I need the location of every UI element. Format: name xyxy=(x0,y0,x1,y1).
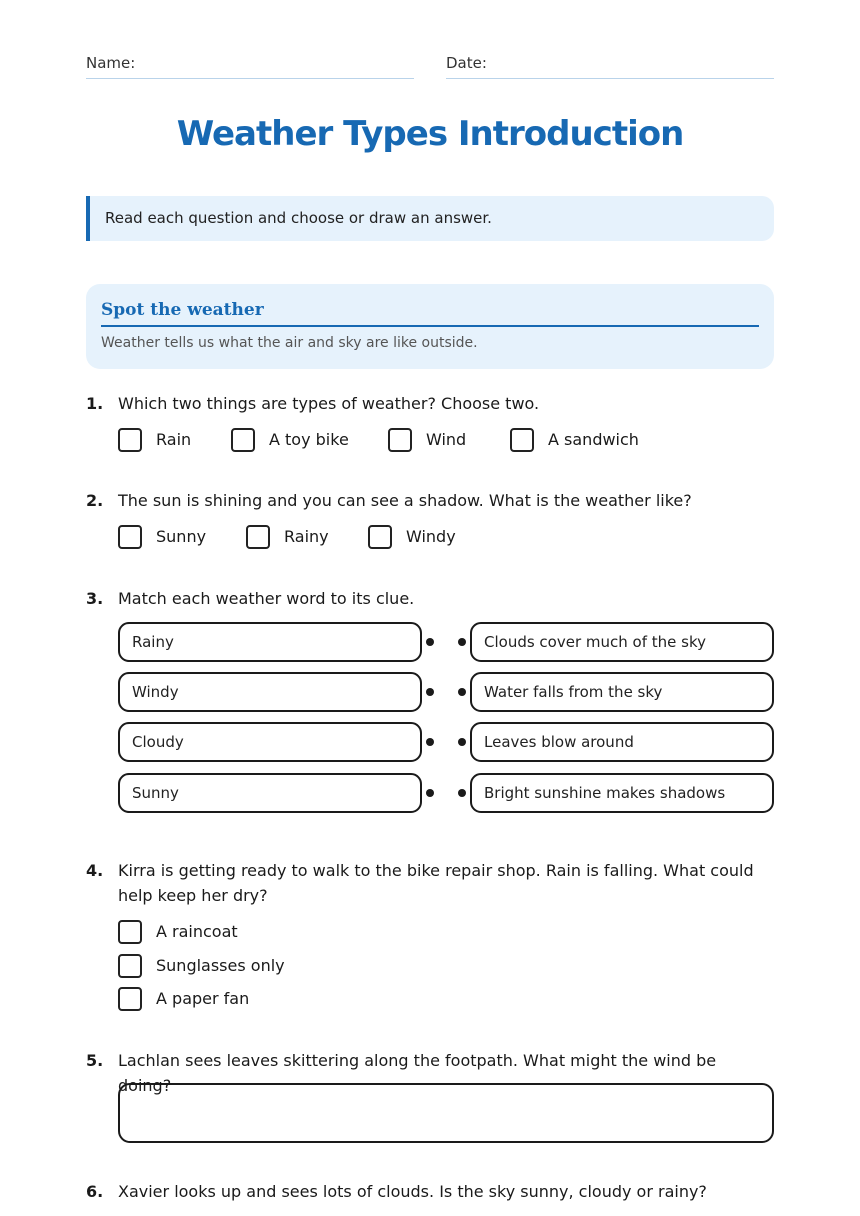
question-number: 5. xyxy=(86,1051,104,1070)
question-text: Xavier looks up and sees lots of clouds. Is the sky sunny, cloudy or rainy? xyxy=(118,1182,707,1201)
date-field[interactable] xyxy=(446,54,774,72)
checkbox[interactable] xyxy=(118,954,142,978)
section-box xyxy=(86,284,774,369)
section-heading: Spot the weather xyxy=(101,300,759,327)
name-underline xyxy=(86,78,414,79)
checkbox[interactable] xyxy=(118,525,142,549)
checkbox[interactable] xyxy=(118,920,142,944)
match-word[interactable]: Cloudy xyxy=(118,722,422,762)
checkbox[interactable] xyxy=(368,525,392,549)
question-text: Lachlan sees leaves skittering along the footpath. What might the wind be doing? xyxy=(118,1051,717,1095)
question-number: 3. xyxy=(86,589,104,608)
checkbox[interactable] xyxy=(118,428,142,452)
question-text: Kirra is getting ready to walk to the bike repair shop. Rain is falling. What could help keep her dry? xyxy=(118,861,754,905)
checkbox[interactable] xyxy=(388,428,412,452)
question-number: 4. xyxy=(86,861,104,880)
option-label: Rainy xyxy=(284,527,329,546)
question-text: Which two things are types of weather? Choose two. xyxy=(118,394,540,413)
question-number: 2. xyxy=(86,491,104,510)
checkbox[interactable] xyxy=(118,987,142,1011)
match-word[interactable]: Sunny xyxy=(118,773,422,813)
option-label: A toy bike xyxy=(269,430,349,449)
match-dot-left[interactable] xyxy=(426,688,434,696)
date-underline xyxy=(446,78,774,79)
match-dot-right[interactable] xyxy=(458,688,466,696)
option-label: Wind xyxy=(426,430,467,449)
question-number: 1. xyxy=(86,394,104,413)
checkbox[interactable] xyxy=(510,428,534,452)
name-field[interactable] xyxy=(86,54,414,72)
match-dot-right[interactable] xyxy=(458,738,466,746)
match-clue[interactable]: Clouds cover much of the sky xyxy=(470,622,774,662)
match-clue[interactable]: Bright sunshine makes shadows xyxy=(470,773,774,813)
answer-input-box[interactable] xyxy=(118,1083,774,1143)
match-dot-right[interactable] xyxy=(458,789,466,797)
option-label: A sandwich xyxy=(548,430,639,449)
question-number: 6. xyxy=(86,1182,104,1201)
question-text: The sun is shining and you can see a shadow. What is the weather like? xyxy=(118,491,692,510)
option-label: Sunny xyxy=(156,527,207,546)
page-title: Weather Types Introduction xyxy=(176,114,684,154)
instructions-box: Read each question and choose or draw an answer. xyxy=(86,196,774,241)
match-clue[interactable]: Leaves blow around xyxy=(470,722,774,762)
match-word[interactable]: Rainy xyxy=(118,622,422,662)
match-clue[interactable]: Water falls from the sky xyxy=(470,672,774,712)
match-dot-right[interactable] xyxy=(458,638,466,646)
option-label: Windy xyxy=(406,527,456,546)
option-label: A raincoat xyxy=(156,922,238,941)
option-label: A paper fan xyxy=(156,989,250,1008)
match-dot-left[interactable] xyxy=(426,738,434,746)
match-dot-left[interactable] xyxy=(426,638,434,646)
section-description: Weather tells us what the air and sky are like outside. xyxy=(101,335,478,351)
option-label: Sunglasses only xyxy=(156,956,285,975)
match-word[interactable]: Windy xyxy=(118,672,422,712)
name-label: Name: xyxy=(86,54,136,72)
option-label: Rain xyxy=(156,430,192,449)
match-dot-left[interactable] xyxy=(426,789,434,797)
date-label: Date: xyxy=(446,54,487,72)
question-text: Match each weather word to its clue. xyxy=(118,589,415,608)
checkbox[interactable] xyxy=(231,428,255,452)
checkbox[interactable] xyxy=(246,525,270,549)
